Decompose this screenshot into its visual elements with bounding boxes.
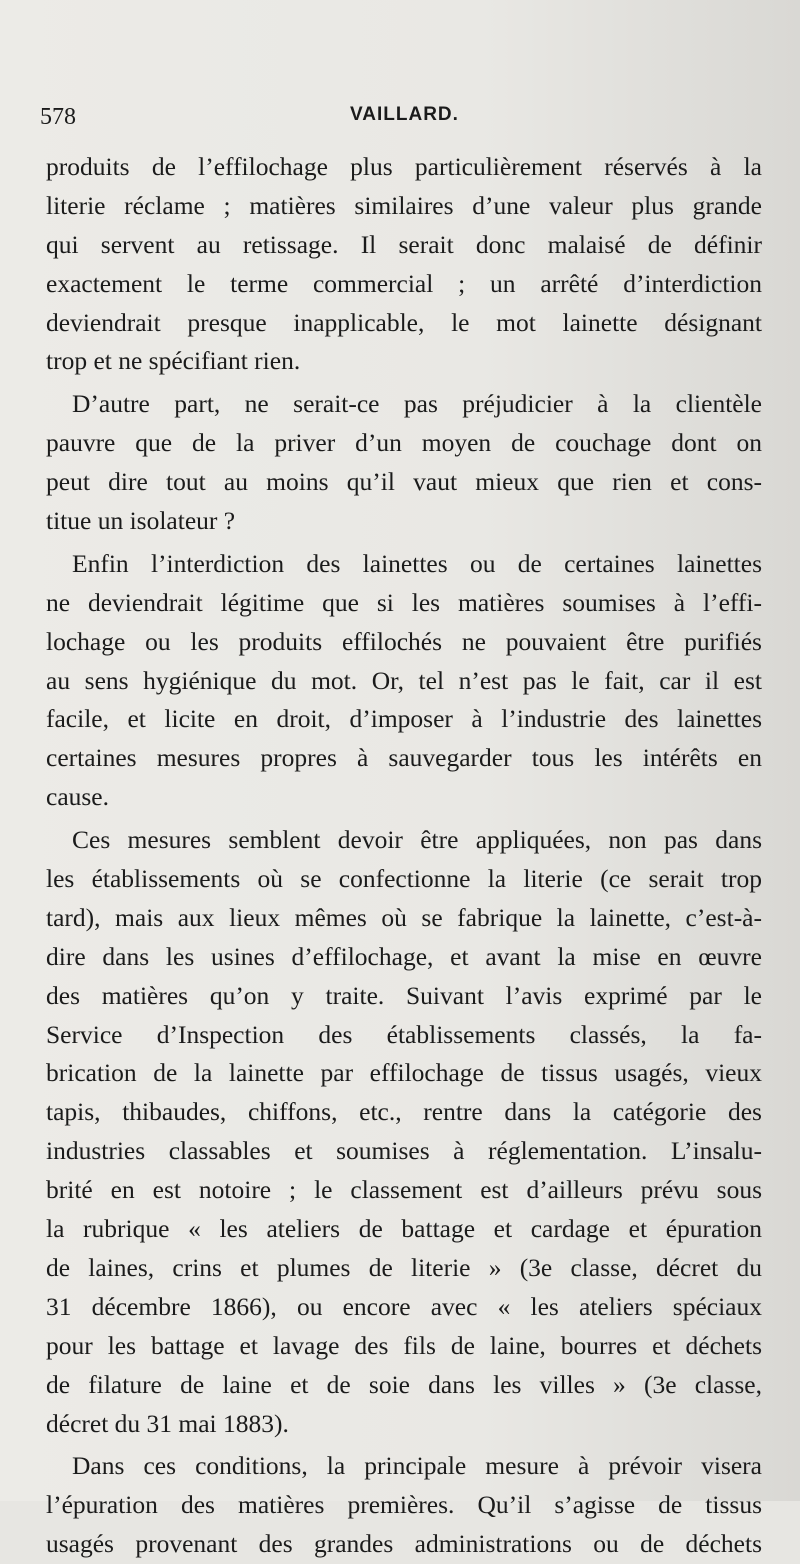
text-line: 31 décembre 1866), ou encore avec « les ateliers spéciaux bbox=[46, 1291, 762, 1321]
text-line: de filature de laine et de soie dans les villes » (3e classe, bbox=[46, 1369, 762, 1399]
text-line: dire dans les usines d’effilochage, et avant la mise en œuvre bbox=[46, 941, 762, 971]
text-line: l’épuration des matières premières. Qu’il s’agisse de tissus bbox=[46, 1490, 762, 1520]
text-line: industries classables et soumises à réglementation. L’insalu- bbox=[46, 1136, 762, 1166]
text-line: de laines, crins et plumes de literie » (3e classe, décret du bbox=[46, 1252, 762, 1282]
text-line: lochage ou les produits effilochés ne pouvaient être purifiés bbox=[46, 626, 762, 656]
text-line: des matières qu’on y traite. Suivant l’avis exprimé par le bbox=[46, 980, 762, 1010]
text-line: la rubrique « les ateliers de battage et cardage et épuration bbox=[46, 1214, 762, 1244]
paragraph bbox=[46, 545, 762, 817]
text-line: les établissements où se confectionne la literie (ce serait trop bbox=[46, 864, 762, 894]
text-line: brité en est notoire ; le classement est d’ailleurs prévu sous bbox=[46, 1175, 762, 1205]
text-line: tard), mais aux lieux mêmes où se fabrique la lainette, c’est-à- bbox=[46, 902, 762, 932]
text-line: qui servent au retissage. Il serait donc malaisé de définir bbox=[46, 229, 762, 259]
text-line: Dans ces conditions, la principale mesure à prévoir visera bbox=[72, 1451, 762, 1481]
text-line: pauvre que de la priver d’un moyen de couchage dont on bbox=[46, 428, 762, 458]
text-line: Enfin l’interdiction des lainettes ou de certaines lainettes bbox=[72, 548, 762, 578]
text-line: Ces mesures semblent devoir être appliquées, non pas dans bbox=[72, 825, 762, 855]
text-line: titue un isolateur ? bbox=[46, 506, 236, 536]
running-head: VAILLARD. bbox=[350, 104, 459, 125]
paragraph bbox=[46, 821, 762, 1443]
text-line: trop et ne spécifiant rien. bbox=[46, 346, 301, 376]
text-line: deviendrait presque inapplicable, le mot lainette désignant bbox=[46, 307, 762, 337]
text-line: facile, et licite en droit, d’imposer à l’industrie des lainettes bbox=[46, 704, 762, 734]
paragraph bbox=[46, 385, 762, 541]
page-header bbox=[40, 96, 760, 136]
text-line: D’autre part, ne serait-ce pas préjudicier à la clientèle bbox=[72, 389, 762, 419]
text-line: décret du 31 mai 1883). bbox=[46, 1408, 289, 1438]
text-line: exactement le terme commercial ; un arrêté d’interdiction bbox=[46, 268, 762, 298]
text-line: ne deviendrait légitime que si les matières soumises à l’effi- bbox=[46, 587, 762, 617]
paragraph bbox=[46, 1447, 762, 1564]
text-line: tapis, thibaudes, chiffons, etc., rentre dans la catégorie des bbox=[46, 1097, 762, 1127]
text-line: pour les battage et lavage des fils de laine, bourres et déchets bbox=[46, 1330, 762, 1360]
body-text bbox=[46, 148, 762, 1564]
page-number: 578 bbox=[40, 104, 76, 130]
text-line: peut dire tout au moins qu’il vaut mieux que rien et cons- bbox=[46, 467, 762, 497]
text-line: produits de l’effilochage plus particulièrement réservés à la bbox=[46, 152, 762, 181]
text-line: Service d’Inspection des établissements classés, la fa- bbox=[46, 1019, 762, 1049]
text-line: usagés provenant des grandes administrations ou de déchets bbox=[46, 1529, 762, 1559]
text-line: literie réclame ; matières similaires d’une valeur plus grande bbox=[46, 190, 762, 220]
text-line: au sens hygiénique du mot. Or, tel n’est pas le fait, car il est bbox=[46, 665, 762, 695]
text-line: brication de la lainette par effilochage de tissus usagés, vieux bbox=[46, 1058, 762, 1088]
text-line: cause. bbox=[46, 782, 110, 812]
text-line: certaines mesures propres à sauvegarder tous les intérêts en bbox=[46, 743, 762, 773]
paragraph bbox=[46, 148, 762, 381]
